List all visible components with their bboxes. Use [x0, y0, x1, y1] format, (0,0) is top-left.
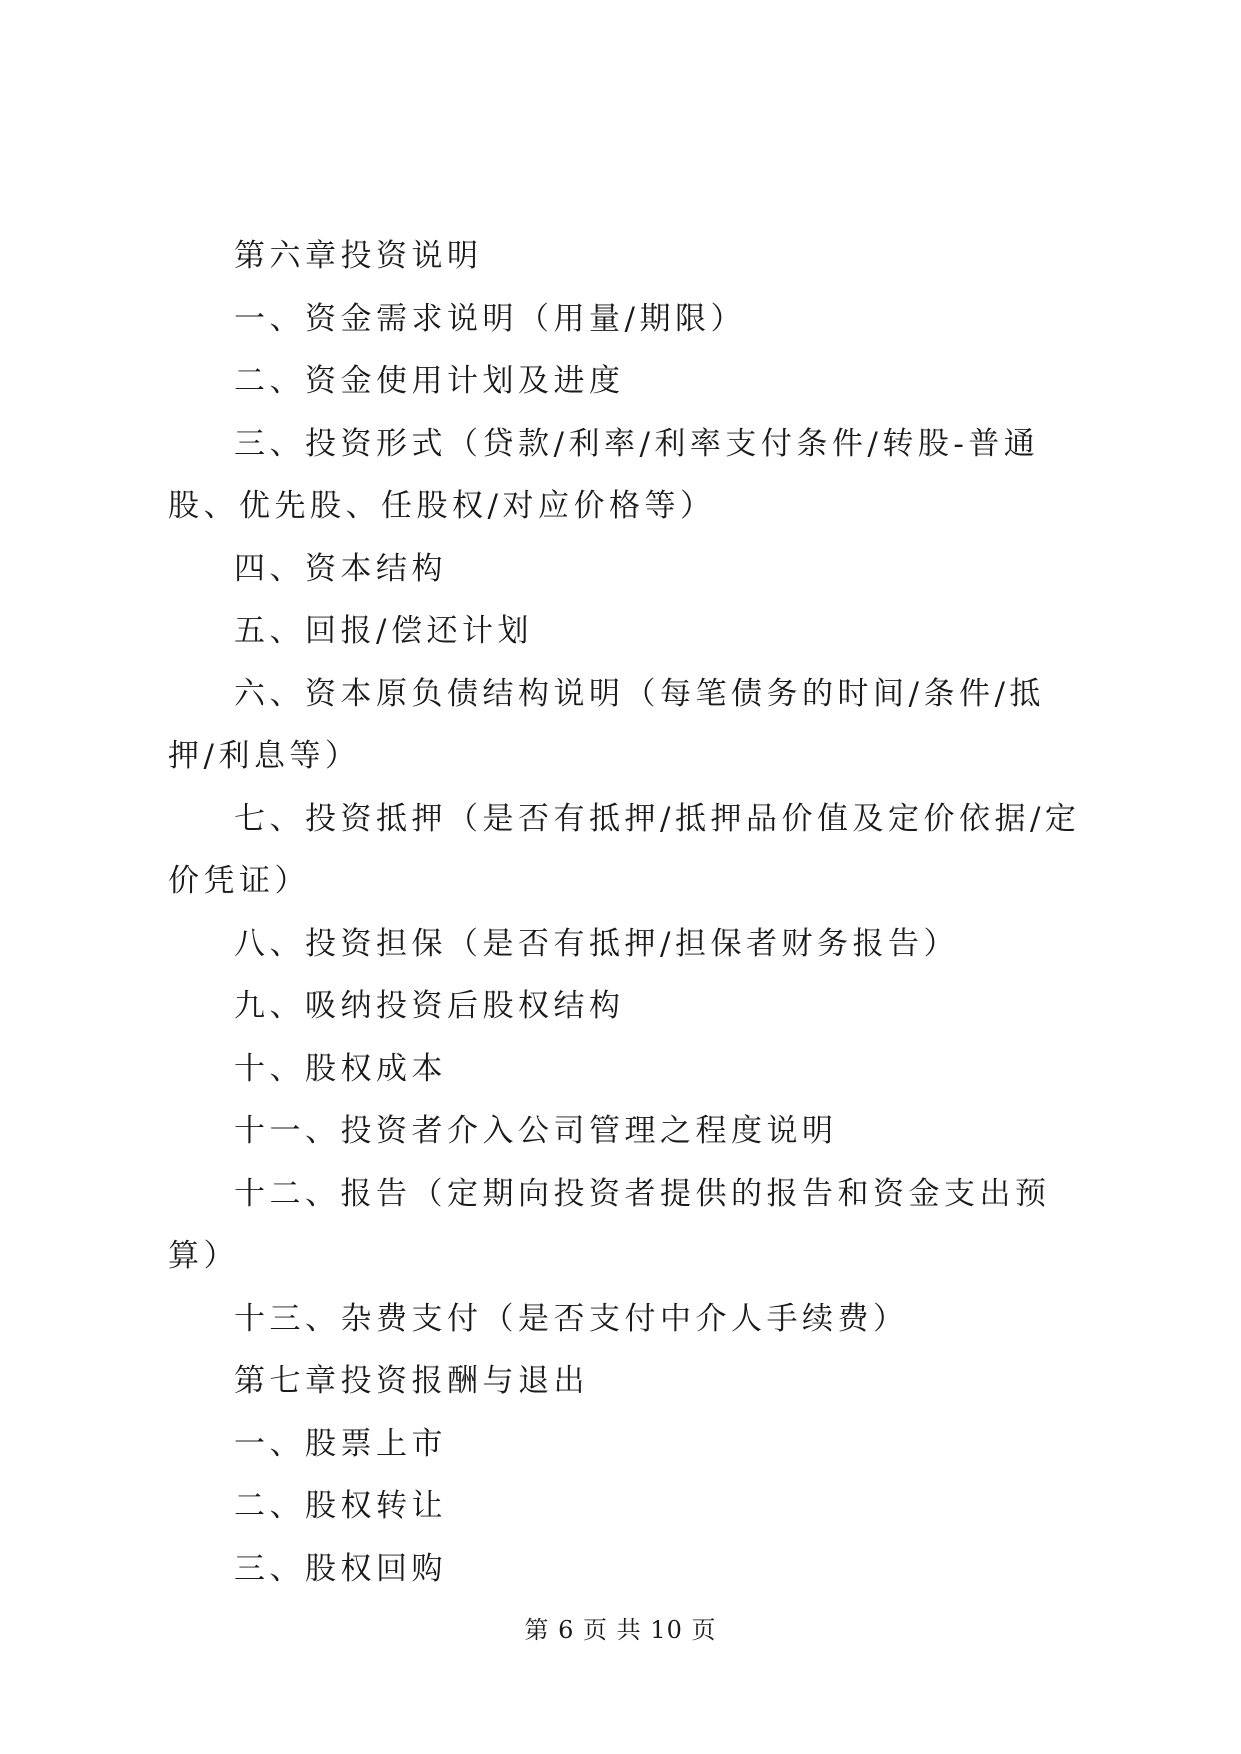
chapter-heading: 第六章投资说明 — [234, 238, 483, 274]
list-item: 三、股权回购 — [234, 1550, 447, 1587]
page-number-footer: 第 6 页 共 10 页 — [524, 1616, 717, 1644]
list-item: 十、股权成本 — [234, 1050, 447, 1087]
list-item: 十一、投资者介入公司管理之程度说明 — [234, 1113, 838, 1149]
list-item: 二、资金使用计划及进度 — [234, 363, 625, 399]
list-item: 一、股票上市 — [234, 1425, 447, 1462]
list-item: 十三、杂费支付（是否支付中介人手续费） — [234, 1300, 909, 1337]
list-item: 二、股权转让 — [234, 1488, 447, 1524]
document-body — [168, 225, 1083, 1600]
list-item: 十二、报告（定期向投资者提供的报告和资金支出预算） — [168, 1175, 1051, 1274]
list-item: 八、投资担保（是否有抵押/担保者财务报告） — [234, 925, 959, 962]
list-item: 五、回报/偿还计划 — [234, 613, 533, 649]
list-item: 四、资本结构 — [234, 550, 447, 587]
list-item: 七、投资抵押（是否有抵押/抵押品价值及定价依据/定价凭证） — [168, 800, 1081, 899]
chapter-heading: 第七章投资报酬与退出 — [234, 1363, 589, 1399]
list-item: 六、资本原负债结构说明（每笔债务的时间/条件/抵押/利息等） — [168, 675, 1045, 774]
list-item: 九、吸纳投资后股权结构 — [234, 988, 625, 1024]
list-item: 三、投资形式（贷款/利率/利率支付条件/转股-普通股、优先股、任股权/对应价格等） — [168, 425, 1040, 524]
list-item: 一、资金需求说明（用量/期限） — [234, 300, 746, 337]
